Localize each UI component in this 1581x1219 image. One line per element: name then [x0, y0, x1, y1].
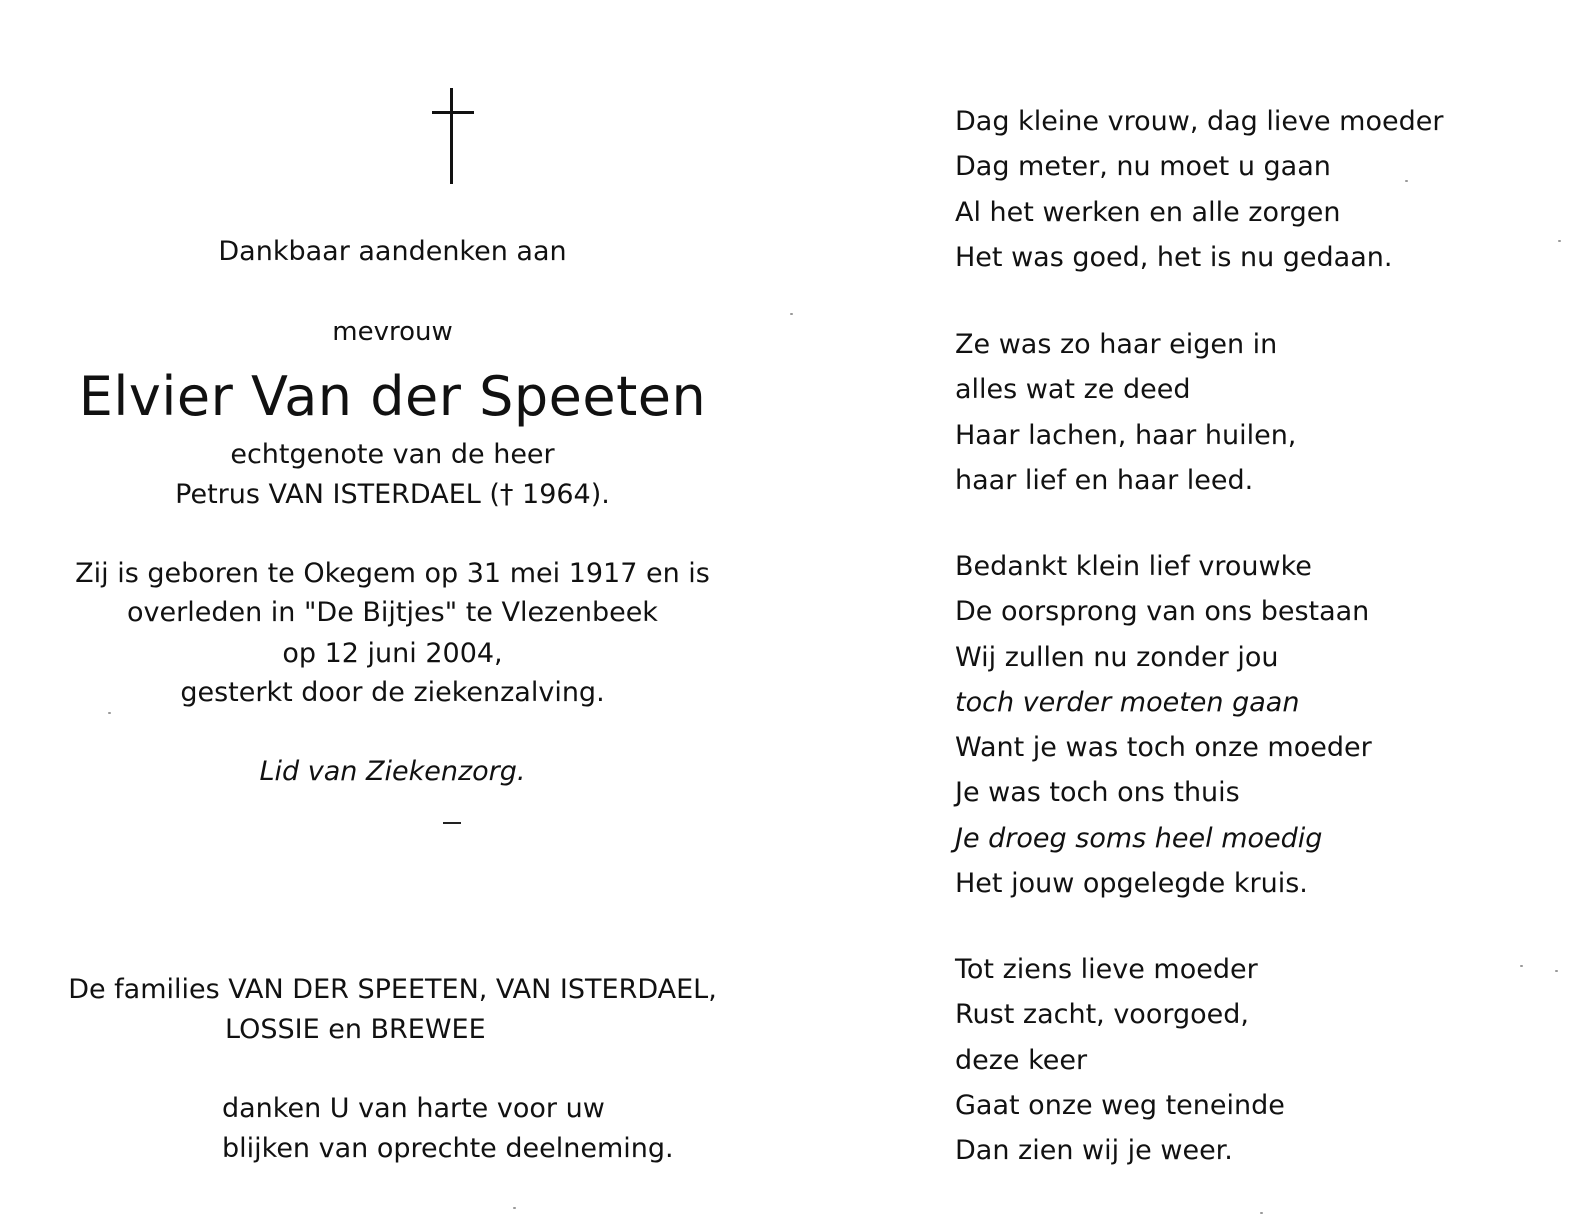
poem-line: Dag kleine vrouw, dag lieve moeder [955, 106, 1444, 137]
poem-line: Gaat onze weg teneinde [955, 1089, 1285, 1121]
scan-speck [108, 712, 111, 714]
families-line-2: LOSSIE en BREWEE [225, 1014, 486, 1045]
poem-line: Het jouw opgelegde kruis. [955, 868, 1308, 900]
poem-line: Het was goed, het is nu gedaan. [955, 241, 1393, 273]
membership-text: Lid van Ziekenzorg. [259, 756, 526, 787]
divider-dash [443, 822, 461, 824]
honorific: mevrouw [332, 317, 453, 347]
deceased-name: Elvier Van der Speeten [78, 365, 707, 428]
poem-stanza-2 [955, 322, 1296, 503]
memorial-left-panel [60, 0, 725, 1219]
poem-line: Tot ziens lieve moeder [955, 954, 1258, 985]
bio-line-3: op 12 juni 2004, [282, 638, 503, 669]
poem-line: Wij zullen nu zonder jou [955, 641, 1279, 673]
scan-speck [1555, 970, 1558, 972]
scan-speck [1405, 180, 1408, 182]
spouse-line-1: echtgenote van de heer [230, 439, 555, 470]
bio-line-4: gesterkt door de ziekenzalving. [180, 677, 605, 708]
intro-text: Dankbaar aandenken aan [218, 236, 567, 267]
scan-speck [1520, 965, 1523, 967]
cross-icon-horizontal-bar [432, 111, 474, 114]
poem-line: Bedankt klein lief vrouwke [955, 551, 1312, 582]
poem-line: Dag meter, nu moet u gaan [955, 151, 1331, 183]
spouse-line-2: Petrus VAN ISTERDAEL († 1964). [175, 479, 610, 510]
poem-stanza-3 [955, 544, 1372, 906]
scan-speck [513, 1207, 516, 1209]
poem-stanza-1 [955, 99, 1443, 280]
poem-line: Ze was zo haar eigen in [955, 329, 1278, 360]
thanks-line-1: danken U van harte voor uw [222, 1093, 605, 1124]
poem-line: De oorsprong van ons bestaan [955, 596, 1370, 628]
families-line-1: De families VAN DER SPEETEN, VAN ISTERDAEL, [68, 974, 717, 1005]
poem-line: deze keer [955, 1044, 1088, 1076]
poem-line: Je droeg soms heel moedig [955, 822, 1323, 854]
scan-speck [1260, 1212, 1263, 1214]
poem-line: Rust zacht, voorgoed, [955, 999, 1249, 1031]
bio-line-1: Zij is geboren te Okegem op 31 mei 1917 en is [75, 558, 710, 589]
poem-line: haar lief en haar leed. [955, 464, 1254, 496]
poem-line: Je was toch ons thuis [955, 777, 1240, 809]
poem-stanza-4 [955, 947, 1285, 1173]
bio-line-2: overleden in "De Bijtjes" te Vlezenbeek [127, 597, 658, 628]
poem-line: Want je was toch onze moeder [955, 732, 1372, 764]
cross-icon [432, 88, 474, 184]
thanks-line-2: blijken van oprechte deelneming. [222, 1133, 674, 1164]
cross-icon-vertical-bar [450, 88, 453, 184]
poem-line: Dan zien wij je weer. [955, 1135, 1233, 1167]
scan-speck [790, 313, 793, 315]
poem-line: Haar lachen, haar huilen, [955, 419, 1297, 451]
scan-speck [1558, 240, 1561, 242]
poem-line: toch verder moeten gaan [955, 686, 1300, 718]
poem-panel [955, 0, 1515, 1219]
poem-line: Al het werken en alle zorgen [955, 196, 1341, 228]
poem-line: alles wat ze deed [955, 374, 1191, 406]
